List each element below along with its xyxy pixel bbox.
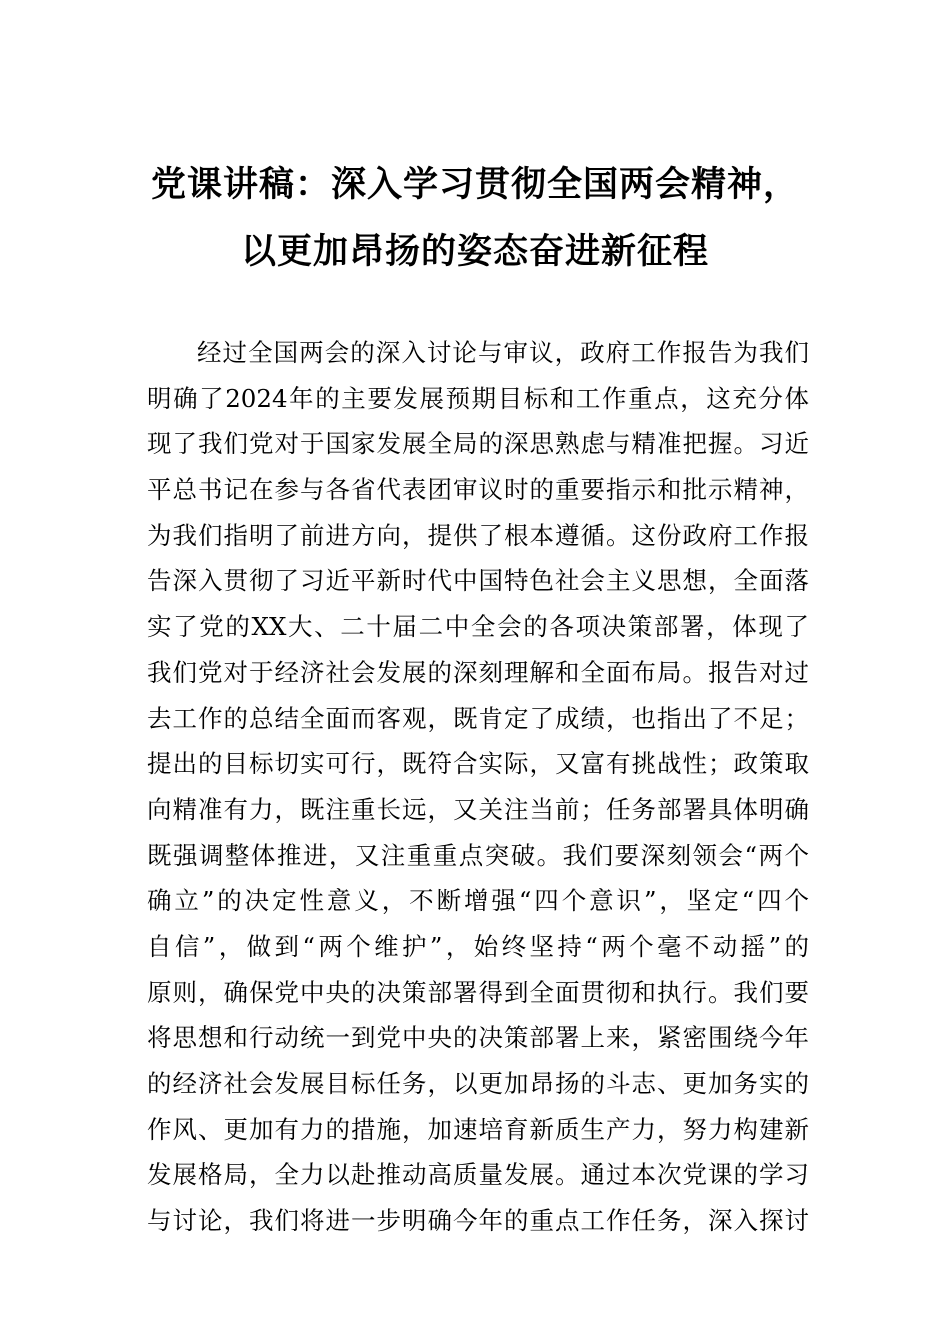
body-line: 实了党的XX大、二十届二中全会的各项决策部署，体现了 [147, 612, 809, 642]
body-line: 发展格局，全力以赴推动高质量发展。通过本次党课的学习 [147, 1160, 809, 1190]
body-line: 现了我们党对于国家发展全局的深思熟虑与精准把握。习近 [147, 429, 809, 459]
body-line: 告深入贯彻了习近平新时代中国特色社会主义思想，全面落 [147, 566, 809, 596]
body-line: 平总书记在参与各省代表团审议时的重要指示和批示精神， [147, 475, 809, 505]
body-line: 将思想和行动统一到党中央的决策部署上来，紧密围绕今年 [147, 1023, 809, 1053]
body-line: 原则，确保党中央的决策部署得到全面贯彻和执行。我们要 [147, 977, 809, 1007]
body-line: 经过全国两会的深入讨论与审议，政府工作报告为我们 [197, 338, 809, 367]
body-line: 既强调整体推进，又注重重点突破。我们要深刻领会“两个 [147, 840, 809, 870]
body-line: 作风、更加有力的措施，加速培育新质生产力，努力构建新 [147, 1114, 809, 1144]
body-line: 提出的目标切实可行，既符合实际，又富有挑战性；政策取 [147, 749, 809, 779]
body-line: 我们党对于经济社会发展的深刻理解和全面布局。报告对过 [147, 657, 809, 687]
body-line: 去工作的总结全面而客观，既肯定了成绩，也指出了不足； [147, 703, 809, 733]
body-line: 确立”的决定性意义，不断增强“四个意识”，坚定“四个 [147, 886, 809, 916]
document-title-line-1: 党课讲稿：深入学习贯彻全国两会精神， [150, 164, 799, 205]
body-line: 为我们指明了前进方向，提供了根本遵循。这份政府工作报 [147, 520, 809, 550]
document-title-line-2: 以更加昂扬的姿态奋进新征程 [240, 231, 709, 272]
body-line: 向精准有力，既注重长远，又关注当前；任务部署具体明确 [147, 794, 809, 824]
body-line: 明确了2024年的主要发展预期目标和工作重点，这充分体 [147, 383, 809, 413]
document-body [147, 330, 809, 1244]
body-line: 自信”，做到“两个维护”，始终坚持“两个毫不动摇”的 [147, 931, 809, 961]
body-line: 的经济社会发展目标任务，以更加昂扬的斗志、更加务实的 [147, 1069, 809, 1098]
body-line: 与讨论，我们将进一步明确今年的重点工作任务，深入探讨 [147, 1206, 809, 1236]
